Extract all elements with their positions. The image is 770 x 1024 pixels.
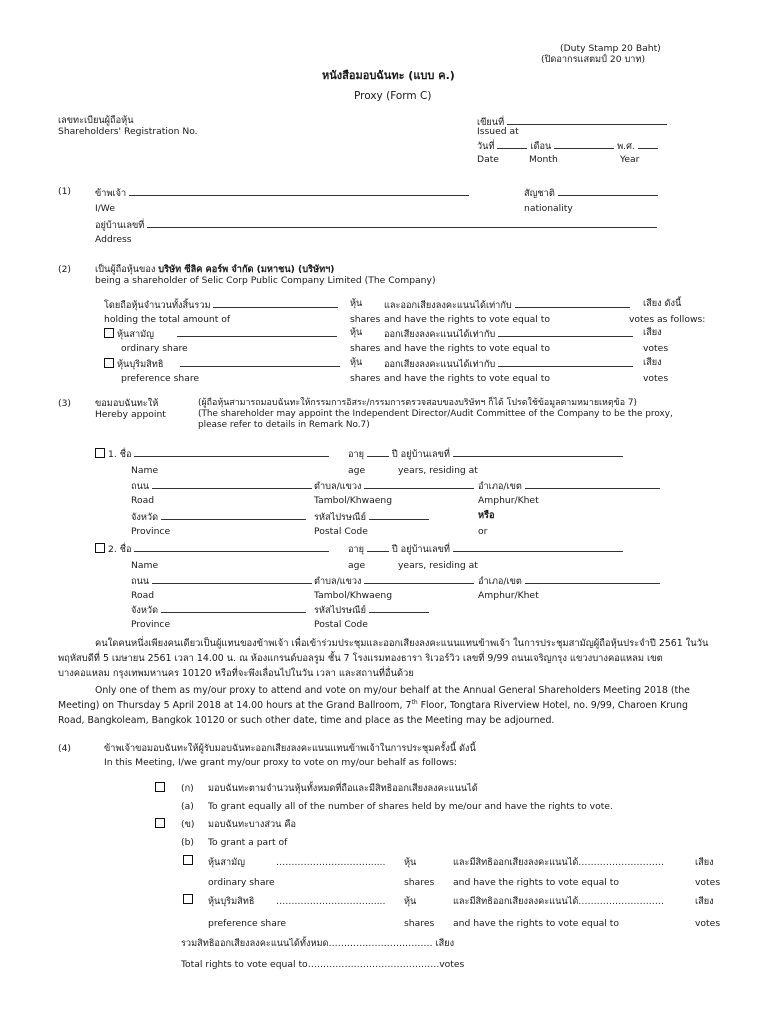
hold-row [104, 298, 338, 311]
vote2-row [384, 327, 633, 340]
s1-iwe-row [95, 186, 469, 199]
proxy1-postal-th: รหัสไปรษณีย์ [314, 512, 366, 523]
s4-ord-th: หุ้นสามัญ [208, 857, 245, 868]
proxy1-prov-field[interactable] [161, 510, 306, 520]
total-en-dots[interactable]: ……………………………………. [307, 959, 440, 970]
company-name-en: Selic Corp Public Company Limited (The Company) [201, 275, 436, 286]
nationality-field[interactable] [558, 186, 658, 196]
total-votes-field[interactable] [515, 298, 630, 308]
ordinary-votes-field[interactable] [498, 327, 633, 337]
proxy2-tambol-en: Tambol/Khwaeng [314, 590, 393, 601]
appoint-note-en-2: please refer to details in Remark No.7) [198, 420, 370, 430]
proxy2-prov-row [131, 603, 306, 616]
proxy2-checkbox[interactable] [95, 543, 105, 553]
s4-pref-checkbox-wrap [183, 894, 196, 906]
proxy1-postal-field[interactable] [369, 510, 429, 520]
appoint-note-en-1: (The shareholder may appoint the Independent Director/Audit Committee of the Company to be the proxy, [198, 409, 673, 419]
date-field[interactable] [497, 139, 527, 149]
proxy2-amphur-field[interactable] [525, 574, 660, 584]
proxy2-prov-th: จังหวัด [131, 605, 159, 616]
appoint-th: ขอมอบฉันทะให้ [95, 398, 159, 409]
proxy2-amphur-en: Amphur/Khet [478, 590, 539, 601]
or-en: or [478, 526, 488, 537]
year-field[interactable] [638, 139, 658, 149]
ordinary-shares-field[interactable] [177, 327, 337, 337]
meeting-paragraph-en [58, 683, 710, 728]
proxy2-postal-row [314, 603, 429, 616]
s4-num: (4) [58, 743, 72, 754]
ord-th: หุ้นสามัญ [117, 329, 154, 340]
proxy2-yr-en: years, residing at [398, 560, 478, 571]
proxy1-yr-en: years, residing at [398, 465, 478, 476]
para-en-b: Floor, Tongtara Riverview Hotel, no. 9/99, Charoen Krung Road, Bangkoleam, Bangkok 10120 or such other date, time and place as the Meeting may be adjourned. [58, 700, 688, 726]
votes-th-1: เสียง ดังนี้ [643, 298, 682, 309]
preference-checkbox[interactable] [104, 358, 114, 368]
s2-l2a: being a shareholder of [95, 275, 202, 286]
vote-th: และออกเสียงลงคะแนนได้เท่ากับ [384, 300, 512, 311]
opt1-checkbox-wrap [155, 782, 168, 794]
iwe-en: I/We [95, 203, 116, 214]
date-en: Date [477, 154, 499, 165]
proxy1-prov-en: Province [131, 526, 171, 537]
stamp-en: (Duty Stamp 20 Baht) [560, 43, 661, 54]
votes-en-1: votes as follows: [629, 314, 706, 325]
proxy1-address-field[interactable] [453, 447, 623, 457]
ordinary-checkbox[interactable] [104, 328, 114, 338]
proxy1-name-field[interactable] [134, 447, 329, 457]
date-row [477, 139, 658, 152]
s4-votes-1: votes [695, 877, 721, 888]
proxy2-amphur-th: อำเภอ/เขต [478, 576, 522, 587]
month-field[interactable] [554, 139, 614, 149]
proxy1-prov-th: จังหวัด [131, 512, 159, 523]
hun-3: หุ้น [350, 357, 363, 368]
appoint-note-th: (ผู้ถือหุ้นสามารถมอบฉันทะให้กรรมการอิสระ/กรรมการตรวจสอบของบริษัทฯ ก็ได้ โปรดใช้ข้อมูลตามหมายเหตุข้อ 7) [198, 398, 638, 408]
ord-row [104, 327, 337, 340]
date-th: วันที่ [477, 141, 495, 152]
vote-en-3: and have the rights to vote equal to [384, 373, 550, 384]
issued-th: เขียนที่ [477, 117, 505, 128]
total-shares-field[interactable] [213, 298, 338, 308]
shares-1: shares [350, 314, 381, 325]
proxy1-checkbox[interactable] [95, 448, 105, 458]
proxy1-postal-en: Postal Code [314, 526, 368, 537]
s4-hun-1: หุ้น [404, 857, 417, 868]
company-name-th: บริษัท ซีลิค คอร์พ จำกัด (มหาชน) (บริษัทฯ) [158, 264, 335, 275]
shares-2: shares [350, 343, 381, 354]
total-th-dots[interactable]: ……………………………. [328, 938, 433, 949]
hun-2: หุ้น [350, 327, 363, 338]
address-field[interactable] [147, 218, 657, 228]
proxy2-postal-field[interactable] [369, 603, 429, 613]
issued-en: Issued at [477, 126, 519, 137]
s4-vote-th-1-text: และมีสิทธิออกเสียงลงคะแนนได้ [453, 857, 579, 868]
siang-2: เสียง [643, 327, 662, 338]
proxy2-prov-en: Province [131, 619, 171, 630]
opt2-b: (b) [181, 837, 195, 848]
opt2-checkbox[interactable] [155, 818, 165, 828]
proxy2-num: 2. [108, 544, 117, 555]
addr-en: Address [95, 234, 132, 245]
opt1-en: To grant equally all of the number of shares held by me/our and have the rights to vote. [208, 801, 613, 812]
s4-ord-dots[interactable]: …………………………...... [276, 857, 386, 868]
preference-votes-field[interactable] [498, 357, 633, 367]
proxy2-name-th: ชื่อ [119, 544, 132, 555]
proxy1-tambol-en: Tambol/Khwaeng [314, 495, 393, 506]
proxy1-name-en: Name [131, 465, 159, 476]
issued-at-field[interactable] [507, 115, 667, 125]
name-field[interactable] [129, 186, 469, 196]
opt1-ka: (ก) [181, 783, 194, 794]
proxy2-yr-th: ปี อยู่บ้านเลขที่ [391, 544, 450, 555]
proxy2-road-row [131, 574, 312, 587]
s4-vote-th-1 [453, 857, 664, 868]
shares-3: shares [350, 373, 381, 384]
opt2-th: มอบฉันทะบางส่วน คือ [208, 819, 297, 830]
proxy1-age-field[interactable] [367, 447, 389, 457]
s4-ord-en: ordinary share [208, 877, 275, 888]
s3-num: (3) [58, 398, 72, 409]
proxy1-amphur-field[interactable] [525, 479, 660, 489]
proxy2-postal-en: Postal Code [314, 619, 368, 630]
hold-en: holding the total amount of [104, 314, 231, 325]
proxy2-tambol-th: ตำบล/แขวง [314, 576, 362, 587]
s4-shares-2: shares [404, 918, 435, 929]
nat-en: nationality [524, 203, 573, 214]
proxy2-age-field[interactable] [367, 542, 389, 552]
s4-pref-th: หุ้นบุริมสิทธิ [208, 896, 255, 907]
proxy1-age-en: age [348, 465, 366, 476]
s4-head-th: ข้าพเจ้าขอมอบฉันทะให้ผู้รับมอบฉันทะออกเสียงลงคะแนนแทนข้าพเจ้าในการประชุมครั้งนี้ ดังนี้ [104, 743, 476, 754]
total-th-row [181, 938, 454, 949]
proxy2-road-th: ถนน [131, 576, 150, 587]
year-th: พ.ศ. [617, 141, 635, 152]
proxy1-age-th: อายุ [348, 449, 365, 460]
hold-th: โดยถือหุ้นจำนวนทั้งสิ้นรวม [104, 300, 211, 311]
s4-pref-dots[interactable]: …………………………...... [276, 896, 386, 907]
s2-company-en [95, 275, 436, 286]
vote2-th: ออกเสียงลงคะแนนได้เท่ากับ [384, 329, 496, 340]
opt2-checkbox-wrap [155, 818, 168, 830]
s4-vote-en-2: and have the rights to vote equal to [453, 918, 619, 929]
proxy1-age-row [348, 447, 623, 460]
year-en: Year [620, 154, 640, 165]
ord-en: ordinary share [121, 343, 188, 354]
total-en: Total rights to vote equal to [181, 959, 308, 970]
s4-hun-2: หุ้น [404, 896, 417, 907]
page-title-en: Proxy (Form C) [354, 90, 432, 102]
reg-label-en: Shareholders' Registration No. [58, 126, 198, 137]
month-th: เดือน [530, 141, 552, 152]
proxy1-amphur-en: Amphur/Khet [478, 495, 539, 506]
s4-ord-checkbox-wrap [183, 855, 196, 867]
s4-vote-dots-2[interactable]: ………………………. [578, 896, 664, 907]
vote3-row [384, 357, 633, 370]
s1-num: (1) [58, 186, 72, 197]
s4-vote-dots-1[interactable]: ………………………. [578, 857, 664, 868]
total-en-row [181, 959, 464, 970]
proxy2-address-field[interactable] [453, 542, 623, 552]
total-th: รวมสิทธิออกเสียงลงคะแนนได้ทั้งหมด [181, 938, 329, 949]
opt2-kho: (ข) [181, 819, 195, 830]
vote3-th: ออกเสียงลงคะแนนได้เท่ากับ [384, 359, 496, 370]
proxy1-tambol-field[interactable] [364, 479, 474, 489]
proxy2-name-row [95, 542, 329, 555]
para-en-a: Only one of them as my/our proxy to attend and vote on my/our behalf at the Annual General Shareholders Meeting 2018 (the Meeting) on Thursday 5 April 2018 at 14.00 hours at the Grand Ballroom, 7 [58, 685, 690, 711]
meeting-paragraph-th: คนใดคนหนึ่งเพียงคนเดียวเป็นผู้แทนของข้าพเจ้า เพื่อเข้าร่วมประชุมและออกเสียงลงคะแนนแทนข้าพเจ้า ในการประชุมสามัญผู้ถือหุ้นประจำปี 2561 ในวันพฤหัสบดีที่ 5 เมษายน 2561 เวลา 14.00 น. ณ ห้องแกรนด์บอลรูม ชั้น 7 โรงแรมทองธารา ริเวอร์วิว เลขที่ 9/99 ถนนเจริญกรุง แขวงบางคอแหลม เขตบางคอแหลม กรุงเทพมหานคร 10120 หรือที่จะพึงเลื่อนไปในวัน เวลา และสถานที่อื่นด้วย [58, 638, 709, 679]
page-title-th: หนังสือมอบฉันทะ (แบบ ค.) [322, 69, 455, 82]
s4-head-en: In this Meeting, I/we grant my/our proxy to vote on my/our behalf as follows: [104, 757, 457, 768]
s1-nat-row [524, 186, 658, 199]
s2-l1a: เป็นผู้ถือหุ้นของ [95, 264, 159, 275]
hun-1: หุ้น [350, 298, 363, 309]
pref-th: หุ้นบุริมสิทธิ [117, 359, 164, 370]
proxy1-tambol-th: ตำบล/แขวง [314, 481, 362, 492]
opt1-a: (a) [181, 801, 194, 812]
proxy2-age-th: อายุ [348, 544, 365, 555]
total-votes: votes [439, 959, 465, 970]
proxy2-postal-th: รหัสไปรษณีย์ [314, 605, 366, 616]
vote-en-1: and have the rights to vote equal to [384, 314, 550, 325]
proxy1-road-th: ถนน [131, 481, 150, 492]
votes-3: votes [643, 373, 669, 384]
proxy2-age-en: age [348, 560, 366, 571]
opt1-checkbox[interactable] [155, 782, 165, 792]
s2-num: (2) [58, 264, 72, 275]
vote-en-2: and have the rights to vote equal to [384, 343, 550, 354]
opt2-en: To grant a part of [208, 837, 288, 848]
preference-shares-field[interactable] [180, 357, 340, 367]
proxy2-name-en: Name [131, 560, 159, 571]
s4-votes-2: votes [695, 918, 721, 929]
proxy2-tambol-row [314, 574, 474, 587]
proxy2-tambol-field[interactable] [364, 574, 474, 584]
proxy1-yr-th: ปี อยู่บ้านเลขที่ [391, 449, 450, 460]
proxy1-amphur-th: อำเภอ/เขต [478, 481, 522, 492]
opt1-th: มอบฉันทะตามจำนวนหุ้นทั้งหมดที่ถือและมีสิทธิออกเสียงลงคะแนนได้ [208, 783, 478, 794]
s4-vote-th-2 [453, 896, 664, 907]
proxy1-postal-row [314, 510, 429, 523]
reg-label-th: เลขทะเบียนผู้ถือหุ้น [58, 115, 134, 126]
s4-siang-1: เสียง [695, 857, 714, 868]
proxy1-name-th: ชื่อ [119, 449, 132, 460]
s1-addr-row [95, 218, 657, 231]
proxy1-road-field[interactable] [152, 479, 312, 489]
s4-vote-th-2-text: และมีสิทธิออกเสียงลงคะแนนได้ [453, 896, 579, 907]
proxy1-amphur-row [478, 479, 660, 492]
siang-3: เสียง [643, 357, 662, 368]
s4-ordinary-checkbox[interactable] [183, 855, 193, 865]
proxy1-tambol-row [314, 479, 474, 492]
stamp-th: (ปิดอากรแสตมป์ 20 บาท) [541, 54, 646, 65]
proxy1-prov-row [131, 510, 306, 523]
total-siang: เสียง [435, 938, 455, 949]
s4-vote-en-1: and have the rights to vote equal to [453, 877, 619, 888]
iwe-th: ข้าพเจ้า [95, 188, 127, 199]
or-th: หรือ [478, 510, 495, 521]
proxy2-prov-field[interactable] [161, 603, 306, 613]
appoint-en: Hereby appoint [95, 409, 166, 420]
proxy1-name-row [95, 447, 329, 460]
s4-preference-checkbox[interactable] [183, 894, 193, 904]
month-en: Month [529, 154, 558, 165]
s4-siang-2: เสียง [695, 896, 714, 907]
proxy1-road-en: Road [131, 495, 155, 506]
proxy2-age-row [348, 542, 623, 555]
s2-company-th [95, 264, 335, 275]
proxy1-road-row [131, 479, 312, 492]
vote-row [384, 298, 630, 311]
pref-en: preference share [121, 373, 200, 384]
proxy2-amphur-row [478, 574, 660, 587]
proxy1-num: 1. [108, 449, 117, 460]
addr-th: อยู่บ้านเลขที่ [95, 220, 145, 231]
s4-pref-en: preference share [208, 918, 287, 929]
proxy2-name-field[interactable] [134, 542, 329, 552]
pref-row [104, 357, 340, 370]
para-en-sup: th [411, 698, 418, 706]
votes-2: votes [643, 343, 669, 354]
proxy2-road-en: Road [131, 590, 155, 601]
nat-th: สัญชาติ [524, 188, 555, 199]
s4-shares-1: shares [404, 877, 435, 888]
proxy2-road-field[interactable] [152, 574, 312, 584]
